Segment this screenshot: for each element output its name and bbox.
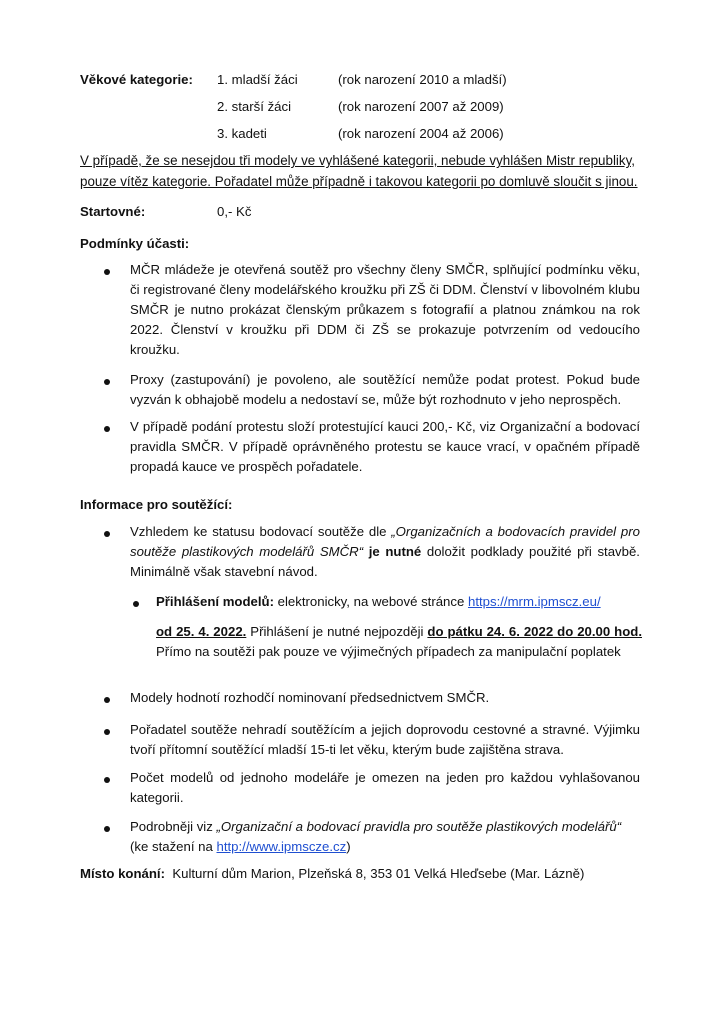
- age-years-2: (rok narození 2007 až 2009): [338, 99, 504, 114]
- bullet-icon: [104, 729, 110, 735]
- info-heading: Informace pro soutěžící:: [80, 497, 233, 512]
- condition-item-3: V případě podání protestu složí protestující kauci 200,- Kč, viz Organizační a bodovací pravidla SMČR. V případě oprávněného protestu se kauce vrací, v opačném případě propadá kauce ve prospěch pořadatele.: [130, 419, 640, 474]
- registration-details: od 25. 4. 2022. Přihlášení je nutné nejpozději do pátku 24. 6. 2022 do 20.00 hod. Přímo na soutěži pak pouze ve výjimečných případech za manipulační poplatek: [156, 624, 642, 659]
- info-item-5: Podrobněji viz „Organizační a bodovací pravidla pro soutěže plastikových modelářů“ (ke stažení na http://www.ipmscze.cz): [130, 819, 622, 854]
- info-item-2: Modely hodnotí rozhodčí nominovaní předsednictvem SMČR.: [130, 690, 490, 705]
- ipms-link[interactable]: http://www.ipmscze.cz: [216, 839, 347, 854]
- condition-item-1: MČR mládeže je otevřená soutěž pro všechny členy SMČR, splňující podmínku věku, či registrované členy modelářského kroužku při ZŠ či DDM. Členství v libovolném klubu SMČR je nutno prokázat členským průkazem s fotografií a platnou známkou na rok 2022. Členství v kroužku při DDM či ZŠ se prokazuje potvrzením od vedoucího kroužku.: [130, 262, 640, 357]
- age-note-line2: pouze vítěz kategorie. Pořadatel může případně i takovou kategorii po domluvě sloučit s jinou.: [80, 174, 638, 189]
- bullet-icon: [104, 379, 110, 385]
- bullet-icon: [104, 269, 110, 275]
- age-note-line1: V případě, že se nesejdou tři modely ve vyhlášené kategorii, nebude vyhlášen Mistr republiky,: [80, 153, 636, 168]
- registration-link[interactable]: https://mrm.ipmscz.eu/: [467, 594, 601, 609]
- fee-label: Startovné:: [80, 204, 146, 219]
- condition-item-2: Proxy (zastupování) je povoleno, ale soutěžící nemůže podat protest. Pokud bude vyzván k obhajobě modelu a nedostaví se, může být rozhodnuto v jeho neprospěch.: [130, 372, 640, 407]
- info-item-4: Počet modelů od jednoho modeláře je omezen na jeden pro každou vyhlašovanou kategorii.: [130, 770, 640, 805]
- bullet-icon: [104, 777, 110, 783]
- age-cat-3: 3. kadeti: [217, 126, 267, 141]
- age-cat-2: 2. starší žáci: [217, 99, 292, 114]
- info-item-3: Pořadatel soutěže nehradí soutěžícím a jejich doprovodu cestovné a stravné. Výjimku tvoří přítomní soutěžící mladší 15-ti let věku, kterým bude zajištěna strava.: [130, 722, 640, 757]
- age-cat-1: 1. mladší žáci: [217, 72, 298, 87]
- fee-value: 0,- Kč: [217, 204, 252, 219]
- bullet-icon: [104, 426, 110, 432]
- bullet-icon: [133, 601, 139, 607]
- bullet-icon: [104, 531, 110, 537]
- age-years-3: (rok narození 2004 až 2006): [338, 126, 504, 141]
- age-label: Věkové kategorie:: [80, 72, 193, 87]
- info-item-1: Vzhledem ke statusu bodovací soutěže dle „Organizačních a bodovacích pravidel pro soutěže plastikových modelářů SMČR“ je nutné doložit podklady použité při stavbě. Minimálně však stavební návod.: [130, 524, 640, 579]
- registration-line: Přihlášení modelů: elektronicky, na webové stránce https://mrm.ipmscz.eu/: [156, 594, 601, 609]
- bullet-icon: [104, 697, 110, 703]
- conditions-heading: Podmínky účasti:: [80, 236, 190, 251]
- bullet-icon: [104, 826, 110, 832]
- age-years-1: (rok narození 2010 a mladší): [338, 72, 507, 87]
- venue-line: Místo konání: Kulturní dům Marion, Plzeňská 8, 353 01 Velká Hleďsebe (Mar. Lázně): [80, 866, 585, 881]
